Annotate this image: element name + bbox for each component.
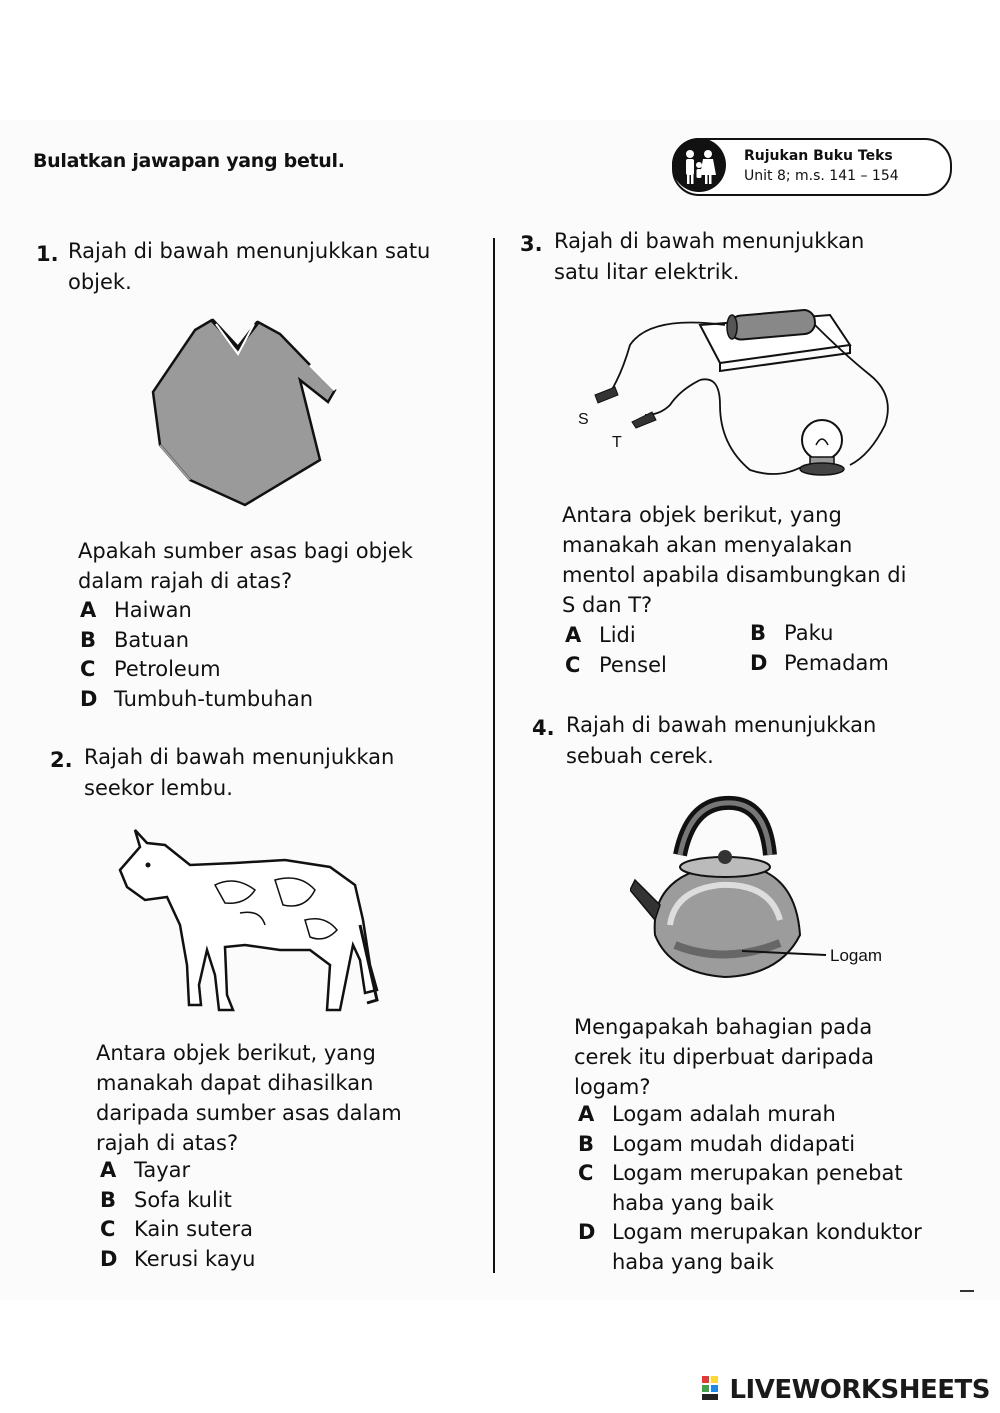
q3-question-line: S dan T? bbox=[562, 593, 653, 617]
q3-stem bbox=[554, 226, 864, 288]
q4-stem-line: sebuah cerek. bbox=[566, 744, 714, 768]
q3-option-d[interactable] bbox=[750, 649, 889, 679]
logo-text: LIVEWORKSHEETS bbox=[729, 1375, 990, 1405]
q4-option-a[interactable] bbox=[578, 1100, 922, 1130]
q2-question-line: daripada sumber asas dalam bbox=[96, 1101, 402, 1125]
option-text: Logam merupakan konduktor bbox=[612, 1220, 922, 1244]
option-text: Sofa kulit bbox=[134, 1187, 232, 1212]
option-letter: D bbox=[750, 650, 768, 675]
q3-question-line: mentol apabila disambungkan di bbox=[562, 563, 907, 587]
q3-options-right bbox=[750, 619, 889, 678]
q4-option-c[interactable] bbox=[578, 1159, 922, 1218]
q4-question-line: Mengapakah bahagian pada bbox=[574, 1015, 873, 1039]
q3-options-left bbox=[565, 621, 667, 680]
option-letter: C bbox=[565, 652, 581, 677]
q1-stem bbox=[68, 236, 430, 298]
option-letter: B bbox=[80, 627, 97, 652]
q1-option-b[interactable] bbox=[80, 626, 313, 656]
q4-question-line: cerek itu diperbuat daripada bbox=[574, 1045, 874, 1069]
label-s: S bbox=[578, 411, 589, 428]
option-text: Tumbuh-tumbuhan bbox=[114, 686, 314, 711]
q4-stem bbox=[566, 710, 876, 772]
option-letter: C bbox=[100, 1217, 116, 1241]
label-t: T bbox=[612, 434, 622, 451]
q1-question-line: dalam rajah di atas? bbox=[78, 569, 293, 593]
option-letter: B bbox=[750, 621, 767, 645]
q2-question-line: Antara objek berikut, yang bbox=[96, 1041, 376, 1065]
q4-option-b[interactable] bbox=[578, 1130, 922, 1160]
q2-question-line: rajah di atas? bbox=[96, 1131, 239, 1155]
liveworksheets-logo-icon bbox=[701, 1375, 727, 1401]
q3-stem-line: satu litar elektrik. bbox=[554, 260, 740, 284]
q4-question bbox=[574, 1012, 874, 1102]
option-letter: D bbox=[578, 1220, 596, 1244]
option-letter: B bbox=[578, 1131, 595, 1156]
option-text: Kain sutera bbox=[134, 1217, 253, 1241]
q1-question bbox=[78, 536, 413, 596]
q3-option-b[interactable] bbox=[750, 619, 889, 649]
option-text: Batuan bbox=[114, 627, 189, 652]
q1-option-d[interactable] bbox=[80, 685, 313, 715]
q3-option-a[interactable] bbox=[565, 621, 667, 651]
q1-stem-line: objek. bbox=[68, 270, 132, 294]
q3-option-c[interactable] bbox=[565, 651, 667, 681]
option-text: Haiwan bbox=[114, 598, 192, 622]
option-text: Logam adalah murah bbox=[612, 1102, 836, 1126]
page-mark bbox=[960, 1290, 974, 1292]
q3-stem-line: Rajah di bawah menunjukkan bbox=[554, 229, 865, 253]
option-text: Petroleum bbox=[114, 657, 221, 681]
option-text: Pemadam bbox=[784, 650, 889, 675]
option-letter: A bbox=[100, 1158, 117, 1182]
reference-title: Rujukan Buku Teks bbox=[744, 148, 893, 164]
option-text: Logam mudah didapati bbox=[612, 1131, 856, 1156]
column-divider bbox=[493, 238, 495, 1273]
option-letter: B bbox=[100, 1187, 117, 1212]
circuit-illustration bbox=[570, 295, 910, 495]
q4-options bbox=[578, 1100, 922, 1277]
q1-question-line: Apakah sumber asas bagi objek bbox=[78, 539, 413, 563]
q2-stem-line: seekor lembu. bbox=[84, 776, 233, 800]
q4-number: 4. bbox=[532, 716, 555, 740]
option-letter: C bbox=[578, 1161, 594, 1185]
option-text: Pensel bbox=[599, 652, 667, 677]
q3-question-line: Antara objek berikut, yang bbox=[562, 503, 842, 527]
q2-options bbox=[100, 1156, 255, 1274]
q1-option-a[interactable] bbox=[80, 596, 313, 626]
option-text: Tayar bbox=[134, 1158, 191, 1182]
option-text: Lidi bbox=[599, 623, 636, 647]
q1-option-c[interactable] bbox=[80, 655, 313, 685]
q4-option-d[interactable] bbox=[578, 1218, 922, 1277]
q3-question-line: manakah akan menyalakan bbox=[562, 533, 853, 557]
q2-number: 2. bbox=[50, 748, 73, 772]
q2-option-d[interactable] bbox=[100, 1245, 255, 1275]
q2-option-c[interactable] bbox=[100, 1215, 255, 1245]
q2-question bbox=[96, 1038, 402, 1158]
cow-illustration bbox=[115, 825, 385, 1015]
q2-option-b[interactable] bbox=[100, 1186, 255, 1216]
instruction-heading: Bulatkan jawapan yang betul. bbox=[33, 150, 345, 172]
label-logam: Logam bbox=[830, 946, 882, 965]
q3-number: 3. bbox=[520, 232, 543, 256]
option-text: haba yang baik bbox=[612, 1249, 774, 1274]
option-text: Paku bbox=[784, 621, 834, 645]
liveworksheets-logo[interactable] bbox=[701, 1375, 990, 1405]
option-text: Logam merupakan penebat bbox=[612, 1161, 903, 1185]
q1-stem-line: Rajah di bawah menunjukkan satu bbox=[68, 239, 431, 263]
option-letter: D bbox=[80, 686, 98, 711]
q2-question-line: manakah dapat dihasilkan bbox=[96, 1071, 374, 1095]
q2-stem bbox=[84, 742, 394, 804]
option-letter: C bbox=[80, 657, 96, 681]
q4-stem-line: Rajah di bawah menunjukkan bbox=[566, 713, 877, 737]
q3-question bbox=[562, 500, 906, 620]
q4-question-line: logam? bbox=[574, 1075, 651, 1099]
top-margin bbox=[0, 0, 1000, 120]
option-text: haba yang baik bbox=[612, 1190, 774, 1215]
family-icon bbox=[672, 138, 726, 192]
option-text: Kerusi kayu bbox=[134, 1246, 256, 1271]
q1-number: 1. bbox=[36, 242, 59, 266]
q2-stem-line: Rajah di bawah menunjukkan bbox=[84, 745, 395, 769]
q2-option-a[interactable] bbox=[100, 1156, 255, 1186]
option-letter: A bbox=[565, 623, 582, 647]
option-letter: A bbox=[578, 1102, 595, 1126]
option-letter: D bbox=[100, 1246, 118, 1271]
kettle-illustration bbox=[630, 795, 900, 985]
reference-pages: Unit 8; m.s. 141 – 154 bbox=[744, 168, 899, 184]
q1-options bbox=[80, 596, 313, 714]
shirt-illustration bbox=[150, 310, 340, 510]
textbook-reference bbox=[672, 138, 952, 196]
option-letter: A bbox=[80, 598, 97, 622]
